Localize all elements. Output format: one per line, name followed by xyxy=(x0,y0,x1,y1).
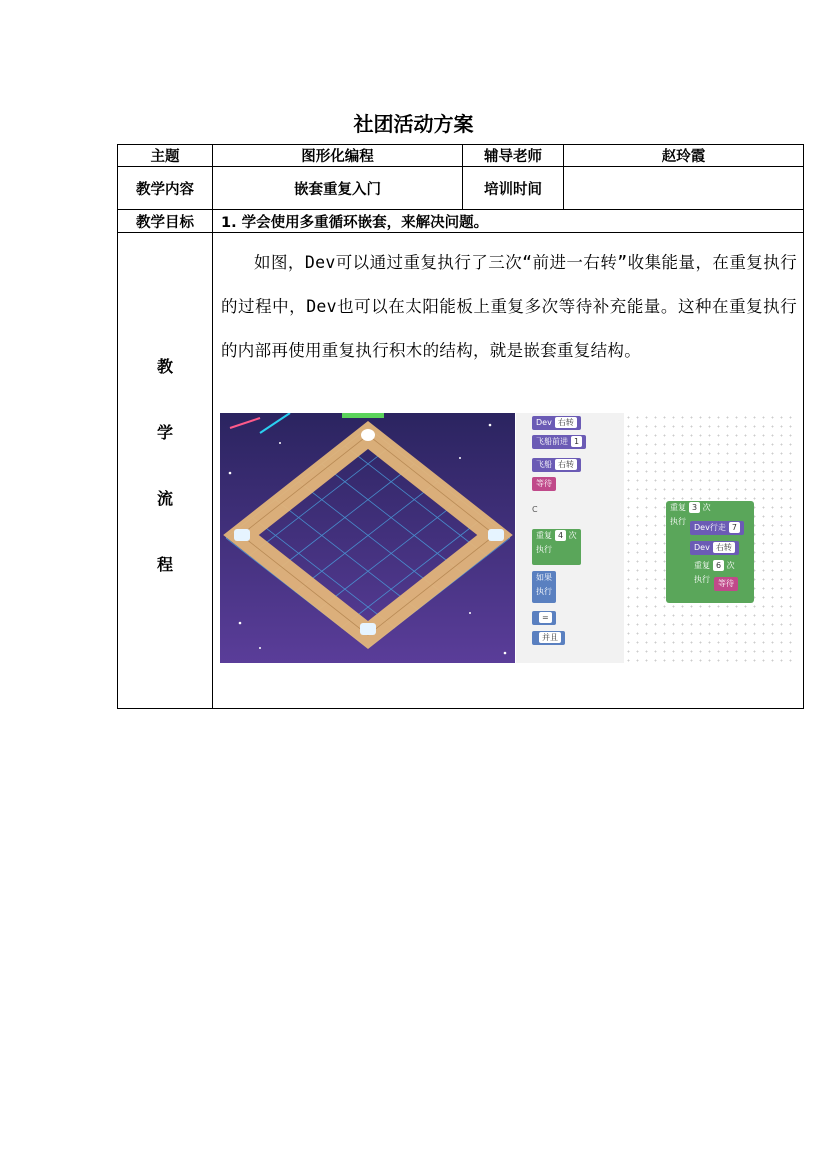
flow-label-char: 程 xyxy=(156,554,173,574)
theme-label: 主题 xyxy=(118,145,213,167)
content-value: 嵌套重复入门 xyxy=(213,167,463,210)
block-palette[interactable] xyxy=(516,413,624,663)
content-label: 教学内容 xyxy=(118,167,213,210)
flow-label-char: 教 xyxy=(156,356,173,376)
palette-block[interactable]: Dev 右转 xyxy=(532,416,581,430)
time-value xyxy=(564,167,804,210)
palette-block[interactable]: = xyxy=(532,611,556,625)
turn-block[interactable]: Dev 右转 xyxy=(690,541,739,555)
teacher-label: 辅导老师 xyxy=(463,145,564,167)
palette-repeat-block[interactable]: 重复 4 次 执行 xyxy=(532,529,581,565)
flow-label-cell xyxy=(118,233,213,709)
move-block[interactable]: Dev行走 7 xyxy=(690,521,744,535)
palette-block[interactable]: 并且 xyxy=(532,631,565,645)
theme-value: 图形化编程 xyxy=(213,145,463,167)
palette-block[interactable]: 飞船前进 1 xyxy=(532,435,586,449)
wait-block[interactable]: 等待 xyxy=(714,577,738,591)
plan-table xyxy=(117,144,804,709)
teacher-value: 赵玲霞 xyxy=(564,145,804,167)
inner-repeat-block[interactable]: 重复 6 次 执行 xyxy=(690,559,746,591)
flow-label-char: 流 xyxy=(156,488,173,508)
palette-category: C xyxy=(532,505,538,514)
game-scene-image xyxy=(220,413,515,663)
code-workspace[interactable] xyxy=(624,413,793,663)
goal-label: 教学目标 xyxy=(118,210,213,233)
time-label: 培训时间 xyxy=(463,167,564,210)
flow-label-char: 学 xyxy=(156,422,173,442)
palette-if-block[interactable]: 如果 执行 xyxy=(532,571,556,603)
palette-block[interactable]: 等待 xyxy=(532,477,556,491)
outer-repeat-block[interactable]: 重复 3 次 执行 xyxy=(666,501,754,603)
document-title: 社团活动方案 xyxy=(353,112,474,136)
palette-block[interactable]: 飞船 右转 xyxy=(532,458,581,472)
flow-paragraph: 如图，Dev可以通过重复执行了三次“前进一右转”收集能量，在重复执行的过程中，Dev也可以在太阳能板上重复多次等待补充能量。这种在重复执行的内部再使用重复执行积木的结构，就是嵌套重复结构。 xyxy=(221,253,797,360)
flow-content-cell xyxy=(213,233,804,709)
goal-value: 1. 学会使用多重循环嵌套，来解决问题。 xyxy=(213,210,804,233)
lesson-screenshot xyxy=(220,413,793,663)
